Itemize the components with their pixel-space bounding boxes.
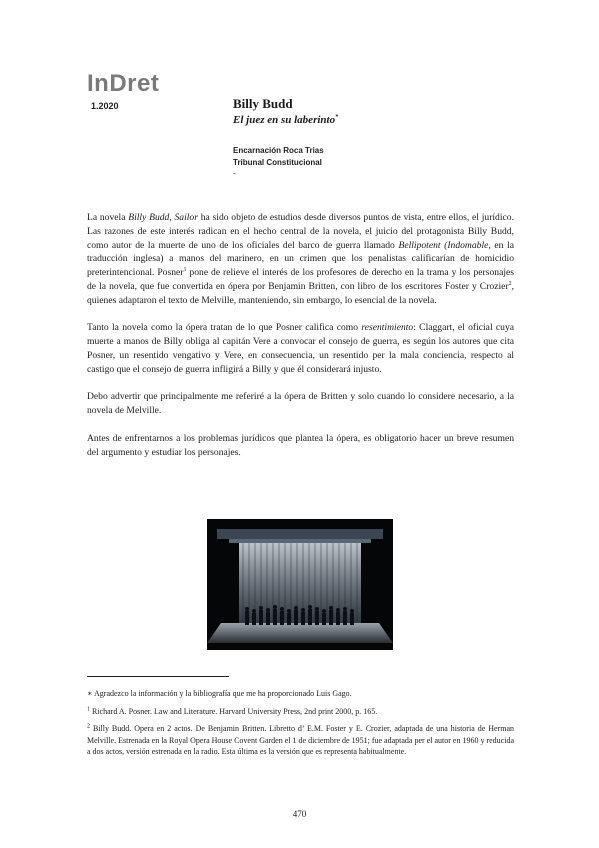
paragraph-2 — [87, 321, 514, 376]
p1-text-e: , en la traducción inglesa) a manos del marinero, en un crimen que los penalistas calificarían de homicidio preterintencional. Posner — [87, 239, 514, 279]
footnote-2-mark: 2 — [87, 723, 90, 730]
author-name: Encarnación Roca Trias — [233, 146, 324, 155]
p1-text-g: pone de relieve el interés de los profesores de derecho en la trama y los personajes de la novela, que fue convertida en ópera por Benjamin Britten, con libro de los escritores Foster y Crozier — [87, 267, 514, 292]
p1-text-a: La novela — [87, 212, 129, 223]
opera-stage-photo — [207, 519, 393, 650]
author-dash: - — [233, 169, 236, 178]
paragraph-1 — [87, 211, 514, 308]
footnote-1 — [87, 706, 514, 718]
footnote-ref-2: 2 — [508, 280, 512, 287]
p1-text-i: , quienes adaptaron el texto de Melville, manteniendo, sin embargo, lo esencial de la novela. — [87, 280, 514, 306]
page-number: 470 — [292, 809, 307, 819]
footnote-ref-1: 1 — [183, 267, 187, 273]
footnote-2-text: Billy Budd. Opera en 2 actos. De Benjamin Britten. Libretto d’ E.M. Foster y E. Crozier, adaptada de una historia de Herman Melville. Estrenada en la Royal Opera House Covent Garden el 1 de diciembre de 1951; fue adaptada per el autor en 1960 y reducida a dos actos, versión estrenada en la radio. Esta última es la versión que es representa habitualmente. — [87, 724, 514, 756]
issue-number: 1.2020 — [91, 101, 119, 111]
p2-text-c: : Claggart, el oficial cuya muerte a manos de Billy obliga al capitán Vere a convocar el consejo de guerra, es según los autores que cita Posner, un resentido vengativo y Vere, en consecuencia, un resentido per la mala conciencia, respecto al castigo que el consejo de guerra infligirá a Billy y que él considerará injusto. — [87, 322, 515, 375]
paragraph-3: Debo advertir que principalmente me referiré a la ópera de Britten y solo cuando lo considere necesario, a la novela de Melville. — [87, 391, 514, 417]
ship-name: Bellipotent (Indomable — [398, 239, 489, 251]
footnote-2 — [87, 723, 514, 758]
article-subtitle — [233, 112, 533, 128]
stage-photo-illustration — [207, 519, 393, 650]
subtitle-text: El juez en su laberinto — [233, 114, 336, 126]
title-block — [233, 95, 533, 128]
footnotes — [87, 688, 514, 764]
subtitle-footnote-mark: * — [335, 114, 339, 121]
footnote-star: ∗ Agradezco la información y la bibliografía que me ha proporcionado Luis Gago. — [87, 689, 352, 698]
footnote-separator — [87, 676, 229, 677]
article-title: Billy Budd — [233, 96, 293, 111]
novel-title: Billy Budd, Sailor — [128, 212, 198, 223]
footnote-1-mark: 1 — [87, 705, 90, 712]
term-resentimiento: resentimiento — [361, 322, 414, 334]
article-body — [87, 211, 514, 473]
footnote-1-text: Richard A. Posner. Law and Literature. Harvard University Press, 2nd print 2000, p. 165. — [90, 706, 378, 716]
p2-text-a: Tanto la novela como la ópera tratan de lo que Posner califica como — [87, 322, 362, 334]
author-affiliation: Tribunal Constitucional — [233, 157, 322, 167]
author-block — [233, 145, 324, 180]
p1-text-c: ha sido objeto de estudios desde diversos puntos de vista, entre ellos, el jurídico. Las razones de este interés radican en el hecho central de la novela, el juicio del protagonista Billy Budd, como autor de la muerte de uno de los oficiales del barco de guerra llamado — [87, 212, 514, 251]
paragraph-4: Antes de enfrentarnos a los problemas jurídicos que plantea la ópera, es obligatorio hacer un breve resumen del argumento y estudiar los personajes. — [87, 432, 514, 458]
journal-logo: InDret — [87, 70, 160, 97]
